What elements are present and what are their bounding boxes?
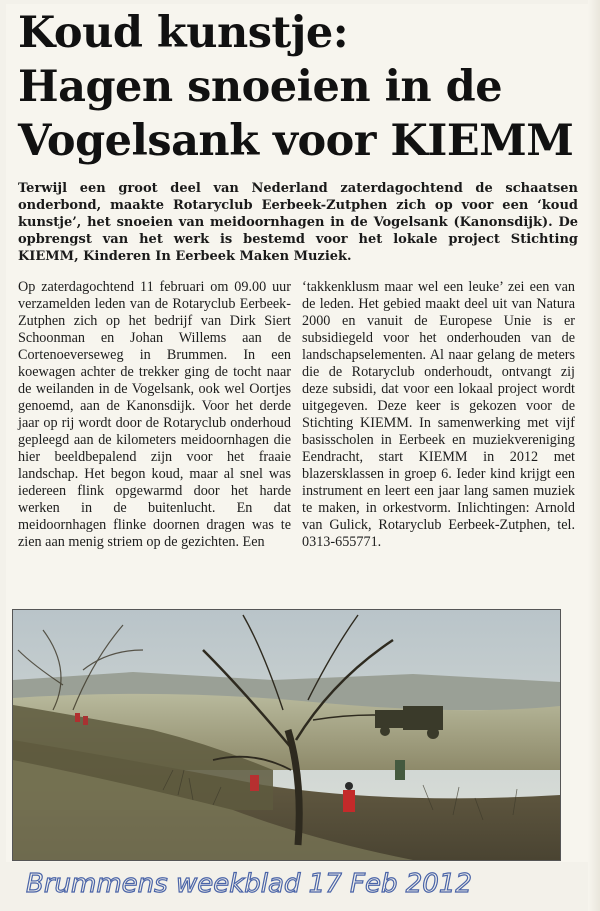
handwriting-text: Brummens weekblad 17 Feb 2012 bbox=[26, 869, 472, 899]
article-lead: Terwijl een groot deel van Nederland zaterdagochtend de schaatsen onderbond, maakte Rotaryclub Eerbeek-Zutphen zich op voor een ‘koud kunstje’, het snoeien van meidoornhagen in de Vogelsank (Kanonsdijk). De opbrengst van het werk is bestemd voor het lokale project Stichting KIEMM, Kinderen In Eerbeek Maken Muziek. bbox=[18, 181, 578, 264]
article-column-2: ‘takkenklusm maar wel een leuke’ zei een van de leden. Het gebied maakt deel uit van Natura 2000 en vanuit de Europese Unie is er subsidiegeld voor het onderhouden van de landschapselementen. Al naar gelang de meters die de Rotaryclub onderhoudt, ontvangt zij deze subsidi, dat voor een lokaal project wordt uitgegeven. Deze keer is gekozen voor de Stichting KIEMM. In samenwerking met vijf basisscholen in Eerbeek en muziekvereniging Eendracht, start KIEMM in 2012 met blazersklassen in groep 6. Ieder kind krijgt een instrument en leert een jaar lang samen muziek te maken, in orkestvorm. Inlichtingen: Arnold van Gulick, Rotaryclub Eerbeek-Zutphen, tel. 0313-655771. bbox=[302, 279, 575, 550]
hedge-pruning-photo bbox=[13, 610, 560, 860]
handwritten-source-note bbox=[22, 864, 582, 904]
scan-edge bbox=[588, 0, 600, 911]
article-column-1: Op zaterdagochtend 11 februari om 09.00 uur verzamelden leden van de Rotaryclub Eerbeek-Zutphen zich op het bedrijf van Dirk Siert Schoonman en Johan Willems aan de Cortenoeverseweg in Brummen. In een koewagen achter de trekker ging de tocht naar de weilanden in de Vogelsank, ook wel Oortjes genoemd, aan de Kanonsdijk. Voor het derde jaar op rij wordt door de Rotaryclub onderhoud gepleegd aan de kilometers meidoornhagen die hier beeldbepalend zijn voor het fraaie landschap. Het begon koud, maar al snel was iedereen flink opgewarmd door het harde werken in de buitenlucht. En dat meidoornhagen flinke doornen dragen was te zien aan menig striem op de gezichten. Een bbox=[18, 279, 291, 550]
handwriting bbox=[22, 864, 582, 904]
headline-line-2: Hagen snoeien in de bbox=[18, 62, 503, 112]
article-photo bbox=[12, 609, 561, 861]
headline-line-3: Vogelsank voor KIEMM bbox=[18, 116, 574, 166]
headline-line-1: Koud kunstje: bbox=[18, 8, 349, 58]
article-headline bbox=[18, 6, 578, 168]
